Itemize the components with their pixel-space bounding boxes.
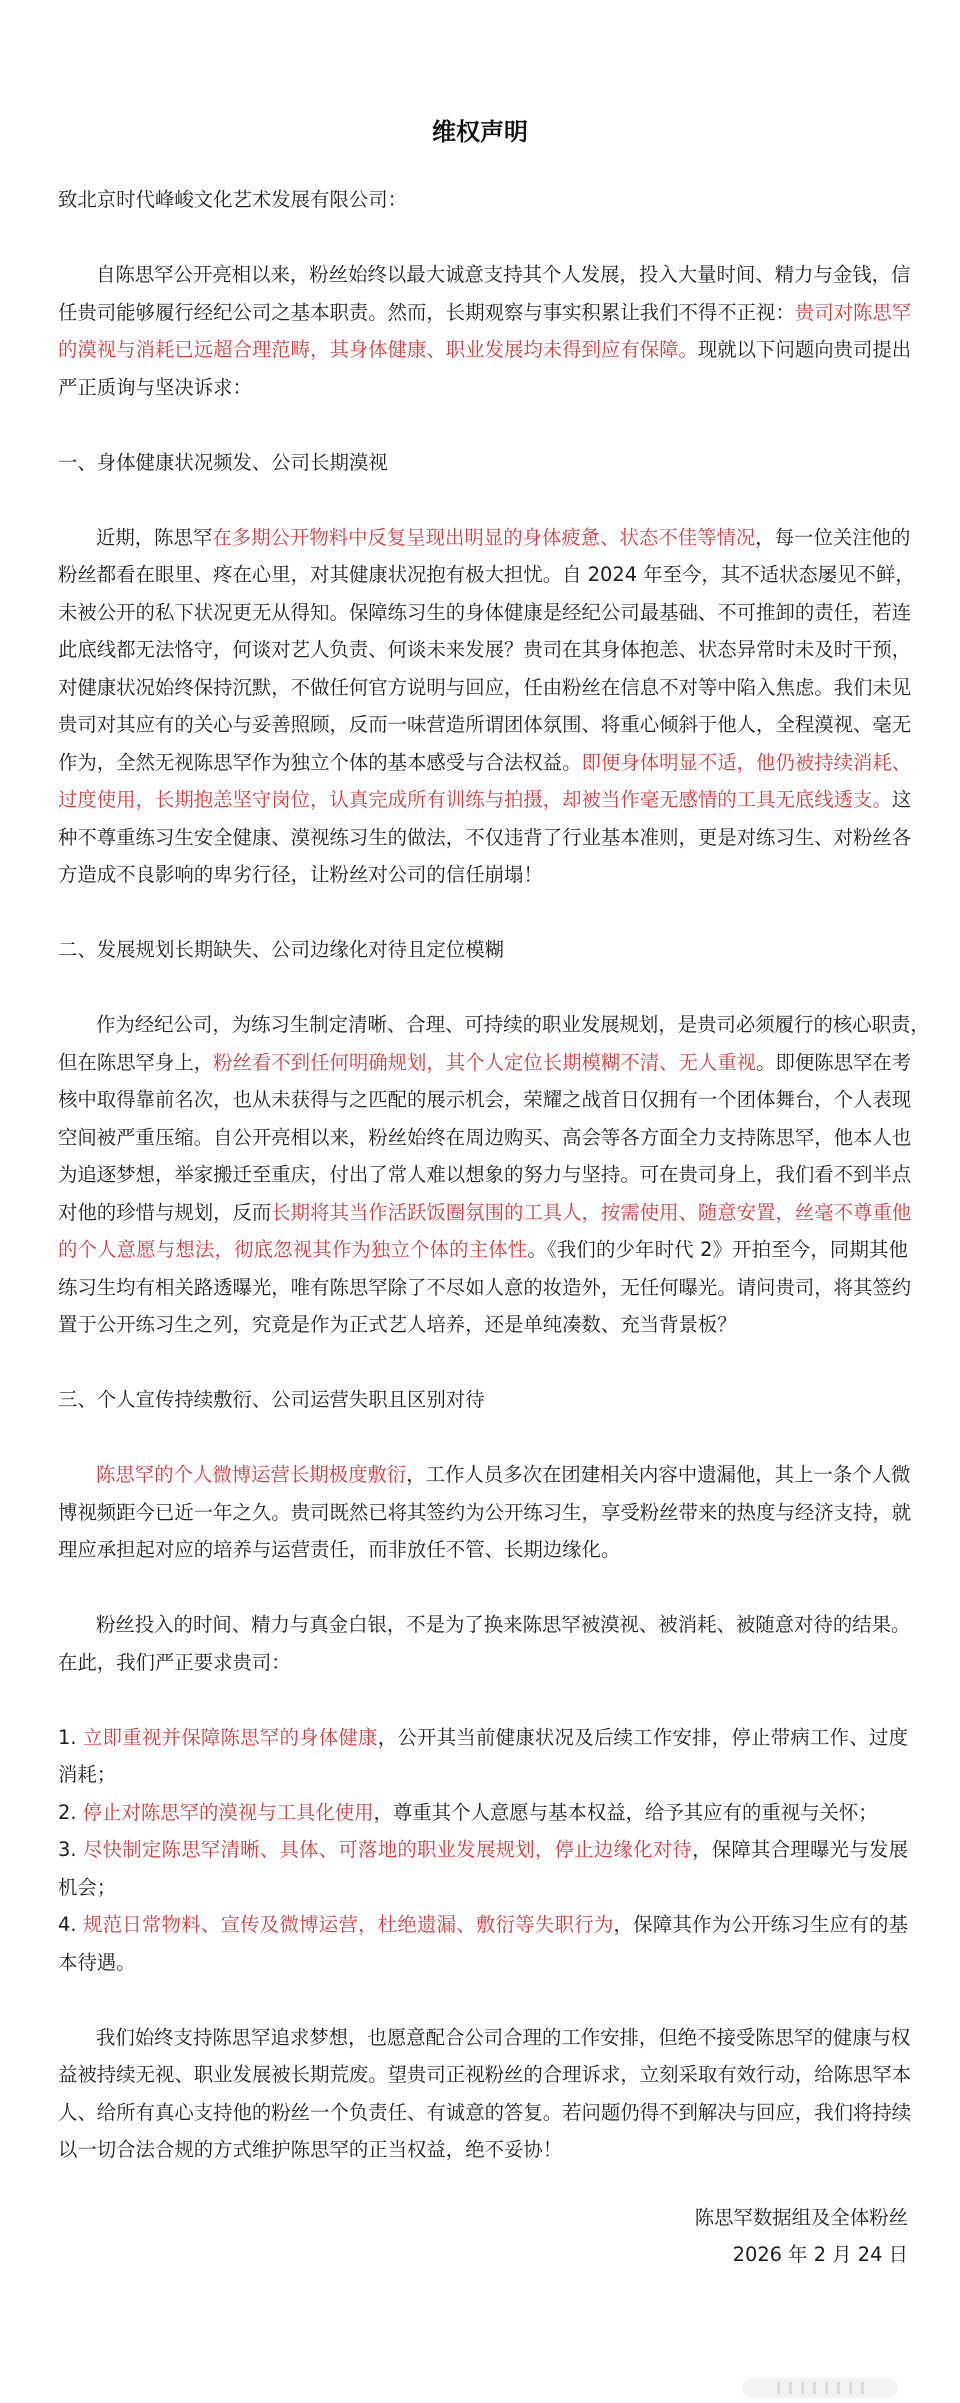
text-segment: 。《我们的少年时代 2》开拍至今，同期其他 bbox=[527, 1238, 908, 1261]
text-segment: 对健康状况始终保持沉默，不做任何官方说明与回应，任由粉丝在信息不对等中陷入焦虑。我们未见 bbox=[58, 675, 912, 699]
paragraph bbox=[58, 256, 912, 406]
text-line bbox=[58, 519, 911, 557]
highlighted-text: 长期将其当作活跃饭圈氛围的工具人，按需使用、随意安置，丝毫不尊重他 bbox=[271, 1200, 912, 1224]
highlighted-text: 陈思罕的个人微博运营长期极度敷衍 bbox=[96, 1463, 407, 1486]
text-segment: 三、个人宣传持续敷衍、公司运营失职且区别对待 bbox=[58, 1388, 485, 1411]
text-line bbox=[58, 369, 908, 407]
text-segment: 对他的珍惜与规划，反而 bbox=[58, 1200, 272, 1224]
text-segment: 种不尊重练习生安全健康、漠视练习生的做法，不仅违背了行业基本准则，更是对练习生、对粉丝各 bbox=[58, 825, 912, 849]
text-segment: 博视频距今已近一年之久。贵司既然已将其签约为公开练习生，享受粉丝带来的热度与经济支持，就 bbox=[58, 1500, 912, 1524]
text-line bbox=[58, 1794, 908, 1832]
text-line bbox=[58, 1606, 911, 1644]
text-line bbox=[58, 1456, 911, 1494]
text-line bbox=[58, 706, 912, 744]
text-segment: 理应承担起对应的培养与运营责任，而非放任不管、长期边缘化。 bbox=[58, 1538, 621, 1561]
text-segment: 一、身体健康状况频发、公司长期漠视 bbox=[58, 450, 388, 474]
text-segment: 此底线都无法恪守，何谈对艺人负责、何谈未来发展？贵司在其身体抱恙、状态异常时未及时干预， bbox=[58, 638, 912, 661]
text-line bbox=[58, 1269, 912, 1307]
text-segment: 方造成不良影响的卑劣行径，让粉丝对公司的信任崩塌！ bbox=[58, 863, 543, 886]
text-segment: 核中取得靠前名次，也从未获得与之匹配的展示机会，荣耀之战首日仅拥有一个团体舞台，个人表现 bbox=[58, 1088, 912, 1111]
text-line bbox=[58, 1719, 908, 1757]
text-segment: 机会； bbox=[58, 1875, 117, 1899]
text-line bbox=[58, 1381, 908, 1419]
text-segment: 人、给所有真心支持他的粉丝一个负责任、有诚意的答复。若问题仍得不到解决与回应，我们将持续 bbox=[58, 2100, 912, 2124]
highlighted-text: 贵司对陈思罕 bbox=[794, 300, 912, 324]
text-line bbox=[58, 1119, 912, 1157]
text-segment: 现就以下问题向贵司提出 bbox=[697, 338, 912, 361]
text-segment: 粉丝都看在眼里、疼在心里，对其健康状况抱有极大担忧。自 2024 年至今，其不适状态屡见不鲜， bbox=[58, 563, 915, 586]
text-segment: 益被持续无视、职业发展被长期荒废。望贵司正视粉丝的合理诉求，立刻采取有效行动，给陈思罕本 bbox=[58, 2063, 912, 2086]
highlighted-text: 停止对陈思罕的漠视与工具化使用 bbox=[82, 1800, 374, 1824]
text-line bbox=[58, 594, 912, 632]
highlighted-text: 尽快制定陈思罕清晰、具体、可落地的职业发展规划，停止边缘化对待 bbox=[82, 1838, 693, 1861]
signatory bbox=[58, 2199, 908, 2237]
text-segment: ，保障其作为公开练习生应有的基 bbox=[613, 1913, 909, 1936]
text-line bbox=[58, 2094, 912, 2132]
section-heading bbox=[58, 444, 908, 482]
text-line bbox=[58, 931, 908, 969]
text-segment: 以一切合法合规的方式维护陈思罕的正当权益，绝不妥协！ bbox=[58, 2138, 563, 2161]
text-segment: 贵司对其应有的关心与妥善照顾，反而一味营造所谓团体氛围、将重心倾斜于他人，全程漠视、毫无 bbox=[58, 713, 912, 736]
text-segment: 陈思罕数据组及全体粉丝 bbox=[694, 2205, 908, 2229]
text-segment: 为追逐梦想，举家搬迁至重庆，付出了常人难以想象的努力与坚持。可在贵司身上，我们看不到半点 bbox=[58, 1163, 912, 1186]
text-segment: 粉丝投入的时间、精力与真金白银，不是为了换来陈思罕被漠视、被消耗、被随意对待的结果。 bbox=[96, 1613, 911, 1636]
text-segment: 1. bbox=[58, 1725, 83, 1749]
highlighted-text: 的漠视与消耗已远超合理范畴，其身体健康、职业发展均未得到应有保障。 bbox=[58, 338, 698, 361]
text-segment: 2026 年 2 月 24 日 bbox=[732, 2243, 908, 2266]
text-segment: 本待遇。 bbox=[58, 1950, 136, 1974]
highlighted-text: 过度使用，长期抱恙坚守岗位，认真完成所有训练与拍摄，却被当作毫无感情的工具无底线透支。 bbox=[58, 788, 892, 811]
highlighted-text: 即便身体明显不适，他仍被持续消耗、 bbox=[581, 750, 912, 774]
text-segment: 在此，我们严正要求贵司： bbox=[58, 1650, 291, 1674]
text-line bbox=[58, 1156, 912, 1194]
text-line bbox=[58, 1194, 912, 1232]
text-segment: 这 bbox=[891, 788, 912, 811]
text-segment: ，保障其合理曝光与发展 bbox=[692, 1838, 909, 1861]
text-segment: ，尊重其个人意愿与基本权益，给予其应有的重视与关怀； bbox=[373, 1800, 878, 1824]
text-segment: 空间被严重压缩。自公开亮相以来，粉丝始终在周边购买、高会等各方面全力支持陈思罕，他本人也 bbox=[58, 1125, 912, 1149]
text-segment: 自陈思罕公开亮相以来，粉丝始终以最大诚意支持其个人发展，投入大量时间、精力与金钱，信 bbox=[96, 263, 911, 286]
text-segment: 3. bbox=[58, 1838, 83, 1861]
paragraph bbox=[58, 2019, 912, 2169]
demands-list bbox=[58, 1719, 908, 1982]
text-segment: 。即便陈思罕在考 bbox=[756, 1050, 912, 1074]
text-segment: 消耗； bbox=[58, 1763, 117, 1786]
text-line bbox=[58, 819, 912, 857]
text-segment: 严正质询与坚决诉求： bbox=[58, 375, 252, 399]
text-line bbox=[58, 1869, 908, 1907]
text-line bbox=[58, 856, 908, 894]
text-line bbox=[58, 631, 912, 669]
highlighted-text: 规范日常物料、宣传及微博运营，杜绝遗漏、敷衍等失职行为 bbox=[82, 1913, 614, 1936]
paragraph bbox=[58, 1006, 930, 1344]
text-segment: 未被公开的私下状况更无从得知。保障练习生的身体健康是经纪公司最基础、不可推卸的责任，若连 bbox=[58, 600, 912, 624]
text-line bbox=[58, 1831, 908, 1869]
text-line bbox=[58, 1231, 908, 1269]
text-segment: ，工作人员多次在团建相关内容中遗漏他，其上一条个人微 bbox=[406, 1463, 911, 1486]
highlighted-text: 立即重视并保障陈思罕的身体健康 bbox=[82, 1725, 378, 1749]
text-segment: 致北京时代峰峻文化艺术发展有限公司： bbox=[58, 188, 408, 211]
text-line bbox=[58, 1494, 912, 1532]
text-line bbox=[58, 2056, 912, 2094]
text-line bbox=[58, 256, 911, 294]
text-line bbox=[58, 1756, 908, 1794]
text-line bbox=[58, 669, 912, 707]
text-line bbox=[58, 1306, 908, 1344]
text-line bbox=[58, 1044, 912, 1082]
text-segment: 我们始终支持陈思罕追求梦想，也愿意配合公司合理的工作安排，但绝不接受陈思罕的健康与权 bbox=[96, 2025, 911, 2049]
text-segment: ，公开其当前健康状况及后续工作安排，停止带病工作、过度 bbox=[377, 1725, 909, 1749]
statement-body bbox=[58, 181, 930, 2274]
text-line bbox=[58, 1006, 930, 1044]
text-line bbox=[58, 181, 908, 219]
highlighted-text: 粉丝看不到任何明确规划，其个人定位长期模糊不清、无人重视 bbox=[213, 1050, 757, 1074]
date bbox=[58, 2236, 908, 2274]
text-line bbox=[58, 2019, 911, 2057]
text-segment: 近期，陈思罕 bbox=[96, 525, 213, 549]
text-line bbox=[58, 781, 912, 819]
text-line bbox=[58, 1944, 908, 1982]
text-segment: 练习生均有相关路透曝光，唯有陈思罕除了不尽如人意的妆造外，无任何曝光。请问贵司，将其签约 bbox=[58, 1275, 912, 1299]
text-segment: 作为，全然无视陈思罕作为独立个体的基本感受与合法权益。 bbox=[58, 750, 582, 774]
text-line bbox=[58, 744, 912, 782]
addressee-line bbox=[58, 181, 908, 219]
text-segment: 4. bbox=[58, 1913, 83, 1936]
text-segment: 任贵司能够履行经纪公司之基本职责。然而，长期观察与事实积累让我们不得不正视： bbox=[58, 300, 795, 324]
section-heading bbox=[58, 931, 908, 969]
text-line bbox=[58, 1906, 908, 1944]
paragraph bbox=[58, 1606, 911, 1681]
section-heading bbox=[58, 1381, 908, 1419]
highlighted-text: 在多期公开物料中反复呈现出明显的身体疲惫、状态不佳等情况 bbox=[212, 525, 756, 549]
highlighted-text: 的个人意愿与想法，彻底忽视其作为独立个体的主体性 bbox=[58, 1238, 528, 1261]
text-segment: 作为经纪公司，为练习生制定清晰、合理、可持续的职业发展规划，是贵司必须履行的核心职责， bbox=[96, 1013, 930, 1036]
text-line bbox=[58, 2131, 908, 2169]
watermark-mark bbox=[742, 2378, 898, 2398]
text-line bbox=[58, 1531, 908, 1569]
text-line bbox=[58, 1081, 912, 1119]
text-segment: 二、发展规划长期缺失、公司边缘化对待且定位模糊 bbox=[58, 938, 504, 961]
signature-block bbox=[58, 2199, 908, 2274]
text-line bbox=[58, 1644, 908, 1682]
text-line bbox=[58, 294, 912, 332]
text-line bbox=[58, 331, 912, 369]
paragraph bbox=[58, 519, 915, 894]
text-line bbox=[58, 444, 908, 482]
text-line bbox=[58, 556, 915, 594]
text-segment: 但在陈思罕身上， bbox=[58, 1050, 214, 1074]
paragraph bbox=[58, 1456, 912, 1569]
document-title: 维权声明 bbox=[432, 118, 528, 146]
text-segment: 置于公开练习生之列，究竟是作为正式艺人培养，还是单纯凑数、充当背景板？ bbox=[58, 1313, 737, 1336]
text-segment: 2. bbox=[58, 1800, 83, 1824]
text-segment: ，每一位关注他的 bbox=[755, 525, 911, 549]
